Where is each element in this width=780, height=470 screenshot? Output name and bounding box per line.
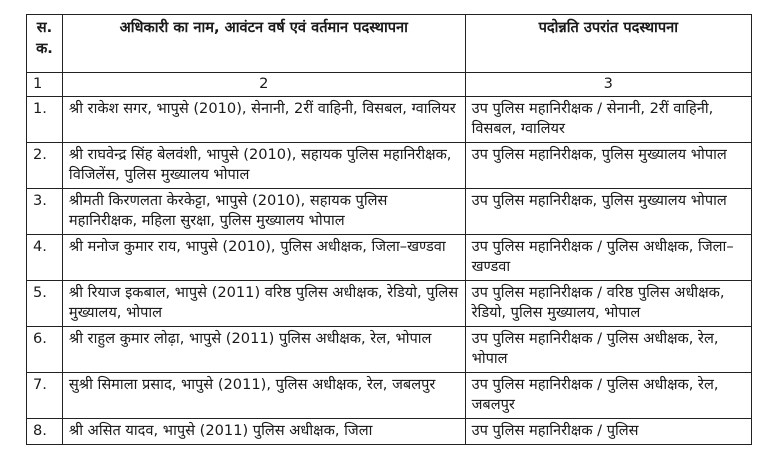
serial-cell: 1. bbox=[27, 97, 63, 143]
posting-cell: उप पुलिस महानिरीक्षक, पुलिस मुख्यालय भोपाल bbox=[465, 143, 751, 189]
serial-cell: 3. bbox=[27, 189, 63, 235]
posting-cell: उप पुलिस महानिरीक्षक / पुलिस अधीक्षक, रेल, जबलपुर bbox=[465, 373, 751, 419]
serial-cell: 7. bbox=[27, 373, 63, 419]
posting-cell: उप पुलिस महानिरीक्षक / पुलिस अधीक्षक, जिला–खण्डवा bbox=[465, 235, 751, 281]
posting-cell: उप पुलिस महानिरीक्षक, पुलिस मुख्यालय भोपाल bbox=[465, 189, 751, 235]
serial-cell: 5. bbox=[27, 281, 63, 327]
officer-cell: श्री मनोज कुमार राय, भापुसे (2010), पुलिस अधीक्षक, जिला–खण्डवा bbox=[62, 235, 465, 281]
header-officer: अधिकारी का नाम, आवंटन वर्ष एवं वर्तमान पदस्थापना bbox=[62, 15, 465, 73]
table-row bbox=[27, 327, 752, 373]
table-header-row bbox=[27, 15, 752, 73]
officer-cell: श्री राहुल कुमार लोढ़ा, भापुसे (2011) पुलिस अधीक्षक, रेल, भोपाल bbox=[62, 327, 465, 373]
officer-cell: श्री रियाज इकबाल, भापुसे (2011) वरिष्ठ पुलिस अधीक्षक, रेडियो, पुलिस मुख्यालय, भोपाल bbox=[62, 281, 465, 327]
column-number-row bbox=[27, 73, 752, 97]
serial-cell: 6. bbox=[27, 327, 63, 373]
column-number: 1 bbox=[27, 73, 63, 97]
table-row bbox=[27, 419, 752, 445]
column-number: 3 bbox=[465, 73, 751, 97]
serial-cell: 2. bbox=[27, 143, 63, 189]
table-row bbox=[27, 281, 752, 327]
header-posting: पदोन्नति उपरांत पदस्थापना bbox=[465, 15, 751, 73]
officer-cell: सुश्री सिमाला प्रसाद, भापुसे (2011), पुलिस अधीक्षक, रेल, जबलपुर bbox=[62, 373, 465, 419]
table-row bbox=[27, 97, 752, 143]
serial-cell: 8. bbox=[27, 419, 63, 445]
table-row bbox=[27, 143, 752, 189]
posting-cell: उप पुलिस महानिरीक्षक / पुलिस bbox=[465, 419, 751, 445]
column-number: 2 bbox=[62, 73, 465, 97]
posting-table bbox=[26, 14, 752, 445]
table-row bbox=[27, 373, 752, 419]
table-row bbox=[27, 189, 752, 235]
posting-cell: उप पुलिस महानिरीक्षक / सेनानी, 2रीं वाहिनी, विसबल, ग्वालियर bbox=[465, 97, 751, 143]
posting-cell: उप पुलिस महानिरीक्षक / वरिष्ठ पुलिस अधीक्षक, रेडियो, पुलिस मुख्यालय, भोपाल bbox=[465, 281, 751, 327]
table-row bbox=[27, 235, 752, 281]
officer-cell: श्री राकेश सगर, भापुसे (2010), सेनानी, 2रीं वाहिनी, विसबल, ग्वालियर bbox=[62, 97, 465, 143]
header-serial: स. क. bbox=[27, 15, 63, 73]
officer-cell: श्री असित यादव, भापुसे (2011) पुलिस अधीक्षक, जिला bbox=[62, 419, 465, 445]
officer-cell: श्री राघवेन्द्र सिंह बेलवंशी, भापुसे (2010), सहायक पुलिस महानिरीक्षक, विजिलेंस, पुलिस मुख्यालय भोपाल bbox=[62, 143, 465, 189]
posting-cell: उप पुलिस महानिरीक्षक / पुलिस अधीक्षक, रेल, भोपाल bbox=[465, 327, 751, 373]
officer-cell: श्रीमती किरणलता केरकेट्टा, भापुसे (2010), सहायक पुलिस महानिरीक्षक, महिला सुरक्षा, पुलिस मुख्यालय भोपाल bbox=[62, 189, 465, 235]
serial-cell: 4. bbox=[27, 235, 63, 281]
